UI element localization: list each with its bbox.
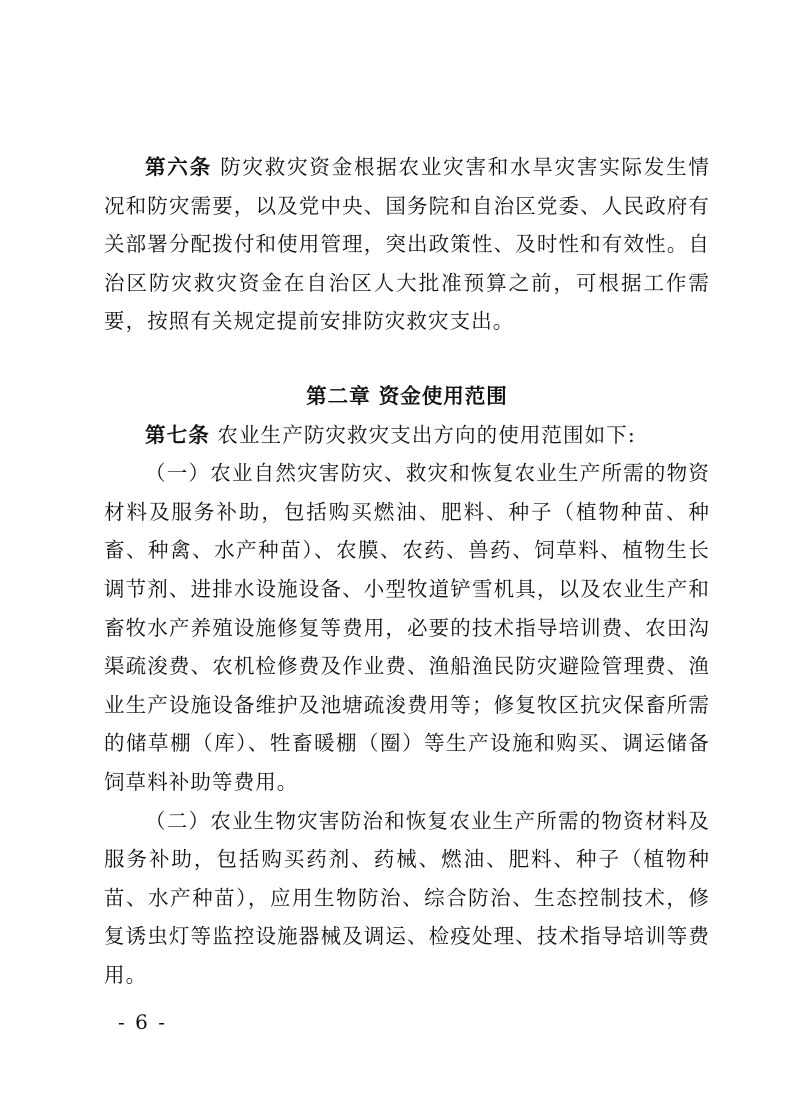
- article-7-lead: 第七条: [145, 422, 210, 447]
- article-6-text: 防灾救灾资金根据农业灾害和水旱灾害实际发生情况和防灾需要，以及党中央、国务院和自治区党委、人民政府有关部署分配拨付和使用管理，突出政策性、及时性和有效性。自治区防灾救灾资金在自治区人大批准预算之前，可根据工作需要，按照有关规定提前安排防灾救灾支出。: [104, 155, 710, 334]
- article-6-paragraph: [104, 148, 710, 341]
- article-7-paragraph: [104, 416, 710, 455]
- item-2-paragraph: （二）农业生物灾害防治和恢复农业生产所需的物资材料及服务补助，包括购买药剂、药械、燃油、肥料、种子（植物种苗、水产种苗），应用生物防治、综合防治、生态控制技术，修复诱虫灯等监控设施器械及调运、检疫处理、技术指导培训等费用。: [104, 808, 710, 987]
- document-body: [104, 148, 710, 994]
- page-number: - 6 -: [118, 1010, 167, 1034]
- item-1-paragraph: （一）农业自然灾害防灾、救灾和恢复农业生产所需的物资材料及服务补助，包括购买燃油、肥料、种子（植物种苗、种畜、种禽、水产种苗）、农膜、农药、兽药、饲草料、植物生长调节剂、进排水设施设备、小型牧道铲雪机具，以及农业生产和畜牧水产养殖设施修复等费用，必要的技术指导培训费、农田沟渠疏浚费、农机检修费及作业费、渔船渔民防灾避险管理费、渔业生产设施设备维护及池塘疏浚费用等；修复牧区抗灾保畜所需的储草棚（库）、牲畜暖棚（圈）等生产设施和购买、调运储备饲草料补助等费用。: [104, 461, 710, 794]
- chapter-2-heading: 第二章 资金使用范围: [306, 383, 508, 408]
- article-6-lead: 第六条: [145, 155, 212, 179]
- article-7-text: 农业生产防灾救灾支出方向的使用范围如下:: [209, 422, 636, 447]
